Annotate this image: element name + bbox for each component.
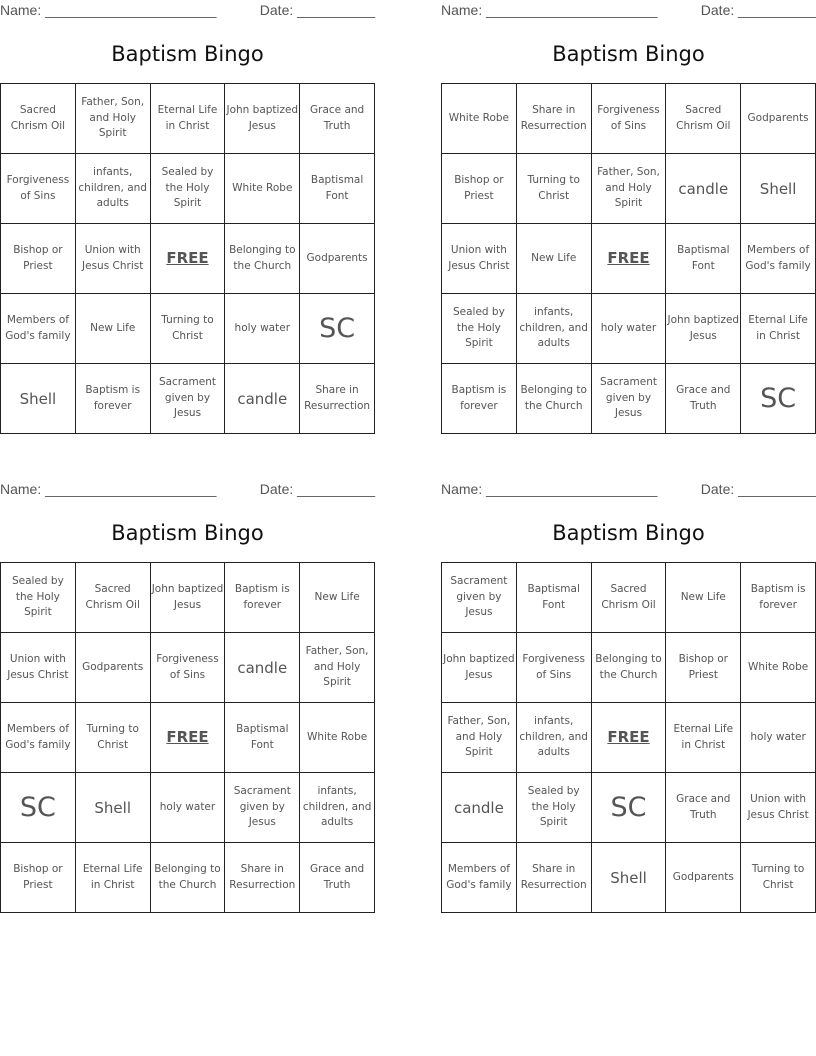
bingo-cell: candle bbox=[225, 633, 300, 703]
bingo-cell: Godparents bbox=[300, 224, 375, 294]
bingo-cell: Baptismal Font bbox=[300, 154, 375, 224]
bingo-cell: holy water bbox=[741, 703, 816, 773]
bingo-cell: Belonging to the Church bbox=[517, 364, 592, 434]
bingo-cell: SC bbox=[741, 364, 816, 434]
bingo-cell: Shell bbox=[741, 154, 816, 224]
bingo-cell: Forgiveness of Sins bbox=[151, 633, 226, 703]
bingo-cell: Shell bbox=[1, 364, 76, 434]
bingo-cell: Members of God's family bbox=[442, 843, 517, 913]
bingo-cell: Share in Resurrection bbox=[300, 364, 375, 434]
bingo-cell: Share in Resurrection bbox=[517, 843, 592, 913]
name-field: Name: ______________________ bbox=[0, 2, 217, 18]
bingo-cell: Share in Resurrection bbox=[517, 84, 592, 154]
bingo-grid bbox=[441, 562, 816, 913]
bingo-cell: Sacred Chrism Oil bbox=[592, 563, 667, 633]
date-field: Date: __________ bbox=[700, 481, 816, 497]
bingo-cell: infants, children, and adults bbox=[76, 154, 151, 224]
bingo-cell: Members of God's family bbox=[1, 294, 76, 364]
bingo-cell: Forgiveness of Sins bbox=[592, 84, 667, 154]
bingo-cell: New Life bbox=[666, 563, 741, 633]
bingo-cell: Shell bbox=[76, 773, 151, 843]
bingo-cell: New Life bbox=[76, 294, 151, 364]
date-field: Date: __________ bbox=[259, 2, 375, 18]
bingo-cell: Union with Jesus Christ bbox=[1, 633, 76, 703]
bingo-cell: Bishop or Priest bbox=[442, 154, 517, 224]
bingo-cell: Godparents bbox=[76, 633, 151, 703]
bingo-cell: New Life bbox=[517, 224, 592, 294]
card-title: Baptism Bingo bbox=[552, 42, 705, 66]
bingo-cell: John baptized Jesus bbox=[666, 294, 741, 364]
bingo-cell: SC bbox=[592, 773, 667, 843]
bingo-cell: Belonging to the Church bbox=[225, 224, 300, 294]
bingo-cell: Turning to Christ bbox=[741, 843, 816, 913]
bingo-cell: Baptismal Font bbox=[666, 224, 741, 294]
bingo-cell: Grace and Truth bbox=[300, 84, 375, 154]
name-date-line bbox=[441, 0, 816, 20]
bingo-cell: John baptized Jesus bbox=[151, 563, 226, 633]
bingo-cell: Grace and Truth bbox=[666, 773, 741, 843]
bingo-cell: Sacrament given by Jesus bbox=[592, 364, 667, 434]
name-field: Name: ______________________ bbox=[0, 481, 217, 497]
bingo-cell: Shell bbox=[592, 843, 667, 913]
bingo-cell: infants, children, and adults bbox=[517, 294, 592, 364]
name-field: Name: ______________________ bbox=[441, 481, 658, 497]
name-date-line bbox=[441, 479, 816, 499]
name-field: Name: ______________________ bbox=[441, 2, 658, 18]
bingo-cell: Sealed by the Holy Spirit bbox=[517, 773, 592, 843]
bingo-cell: Forgiveness of Sins bbox=[1, 154, 76, 224]
bingo-cell: Father, Son, and Holy Spirit bbox=[300, 633, 375, 703]
bingo-cell: Turning to Christ bbox=[151, 294, 226, 364]
bingo-cell: Father, Son, and Holy Spirit bbox=[442, 703, 517, 773]
card-title: Baptism Bingo bbox=[111, 521, 264, 545]
bingo-cell: Union with Jesus Christ bbox=[76, 224, 151, 294]
bingo-cell: Grace and Truth bbox=[300, 843, 375, 913]
bingo-cell: Turning to Christ bbox=[517, 154, 592, 224]
bingo-cell: candle bbox=[225, 364, 300, 434]
bingo-cell: Forgiveness of Sins bbox=[517, 633, 592, 703]
bingo-cell: Sealed by the Holy Spirit bbox=[442, 294, 517, 364]
free-space: FREE bbox=[151, 224, 226, 294]
bingo-cell: Father, Son, and Holy Spirit bbox=[592, 154, 667, 224]
bingo-cell: New Life bbox=[300, 563, 375, 633]
bingo-cell: Share in Resurrection bbox=[225, 843, 300, 913]
bingo-cell: infants, children, and adults bbox=[300, 773, 375, 843]
bingo-cell: Baptism is forever bbox=[76, 364, 151, 434]
bingo-cell: Baptismal Font bbox=[517, 563, 592, 633]
bingo-cell: Baptism is forever bbox=[741, 563, 816, 633]
bingo-cell: John baptized Jesus bbox=[225, 84, 300, 154]
bingo-grid bbox=[0, 83, 375, 434]
bingo-cell: SC bbox=[1, 773, 76, 843]
bingo-cell: Sacrament given by Jesus bbox=[442, 563, 517, 633]
bingo-grid bbox=[0, 562, 375, 913]
bingo-cell: Members of God's family bbox=[1, 703, 76, 773]
bingo-cell: Sealed by the Holy Spirit bbox=[1, 563, 76, 633]
card-title: Baptism Bingo bbox=[552, 521, 705, 545]
bingo-cell: White Robe bbox=[741, 633, 816, 703]
bingo-cell: Sacred Chrism Oil bbox=[76, 563, 151, 633]
bingo-cell: John baptized Jesus bbox=[442, 633, 517, 703]
bingo-cell: Grace and Truth bbox=[666, 364, 741, 434]
bingo-cell: Eternal Life in Christ bbox=[76, 843, 151, 913]
bingo-cell: Sacrament given by Jesus bbox=[225, 773, 300, 843]
date-field: Date: __________ bbox=[259, 481, 375, 497]
bingo-cell: Union with Jesus Christ bbox=[442, 224, 517, 294]
bingo-cell: candle bbox=[442, 773, 517, 843]
bingo-cell: Bishop or Priest bbox=[1, 843, 76, 913]
bingo-cell: Baptismal Font bbox=[225, 703, 300, 773]
bingo-cell: Sacred Chrism Oil bbox=[666, 84, 741, 154]
bingo-cell: Eternal Life in Christ bbox=[741, 294, 816, 364]
bingo-cell: White Robe bbox=[442, 84, 517, 154]
date-field: Date: __________ bbox=[700, 2, 816, 18]
bingo-cell: White Robe bbox=[300, 703, 375, 773]
bingo-cell: Father, Son, and Holy Spirit bbox=[76, 84, 151, 154]
card-title: Baptism Bingo bbox=[111, 42, 264, 66]
bingo-cell: Baptism is forever bbox=[442, 364, 517, 434]
bingo-cell: SC bbox=[300, 294, 375, 364]
name-date-line bbox=[0, 479, 375, 499]
bingo-cell: infants, children, and adults bbox=[517, 703, 592, 773]
bingo-cell: Sealed by the Holy Spirit bbox=[151, 154, 226, 224]
bingo-cell: Belonging to the Church bbox=[592, 633, 667, 703]
bingo-cell: Turning to Christ bbox=[76, 703, 151, 773]
free-space: FREE bbox=[592, 224, 667, 294]
bingo-cell: holy water bbox=[151, 773, 226, 843]
bingo-cell: Sacrament given by Jesus bbox=[151, 364, 226, 434]
bingo-cell: holy water bbox=[592, 294, 667, 364]
bingo-cell: Eternal Life in Christ bbox=[666, 703, 741, 773]
bingo-cell: Godparents bbox=[741, 84, 816, 154]
bingo-cell: Members of God's family bbox=[741, 224, 816, 294]
free-space: FREE bbox=[151, 703, 226, 773]
bingo-cell: holy water bbox=[225, 294, 300, 364]
bingo-cell: Eternal Life in Christ bbox=[151, 84, 226, 154]
bingo-cell: Sacred Chrism Oil bbox=[1, 84, 76, 154]
bingo-cell: Union with Jesus Christ bbox=[741, 773, 816, 843]
bingo-cell: candle bbox=[666, 154, 741, 224]
bingo-cell: White Robe bbox=[225, 154, 300, 224]
bingo-cell: Godparents bbox=[666, 843, 741, 913]
name-date-line bbox=[0, 0, 375, 20]
bingo-cell: Belonging to the Church bbox=[151, 843, 226, 913]
bingo-cell: Baptism is forever bbox=[225, 563, 300, 633]
bingo-cell: Bishop or Priest bbox=[1, 224, 76, 294]
bingo-grid bbox=[441, 83, 816, 434]
free-space: FREE bbox=[592, 703, 667, 773]
bingo-cell: Bishop or Priest bbox=[666, 633, 741, 703]
